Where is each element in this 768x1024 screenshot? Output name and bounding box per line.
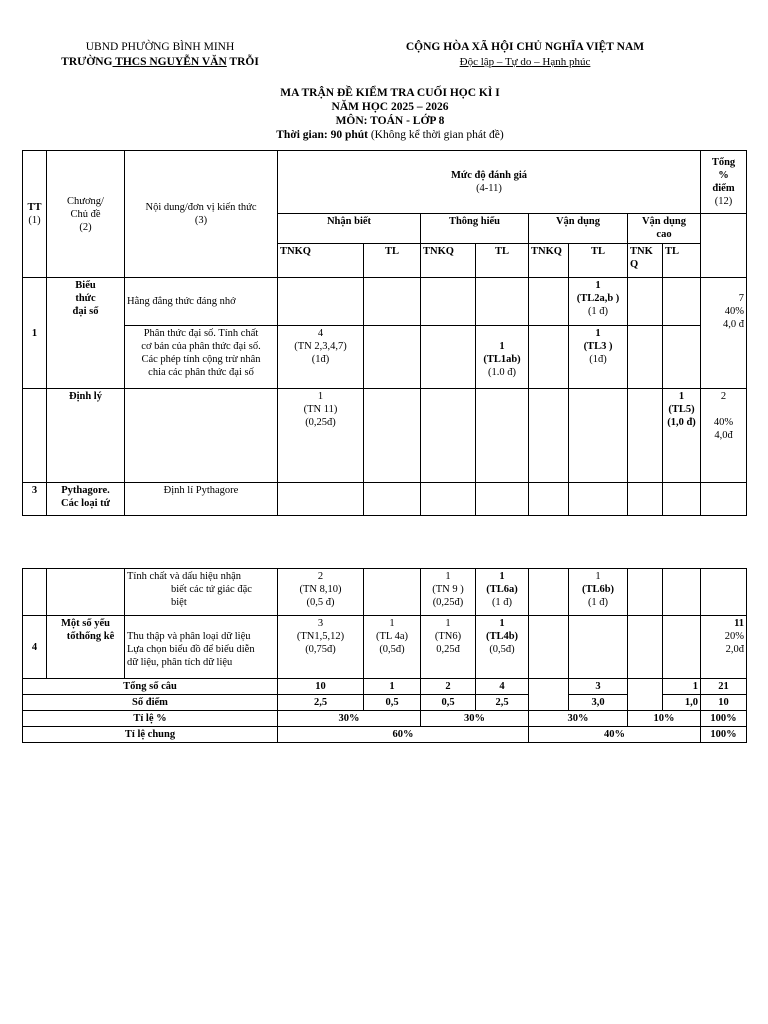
row4-content: Định lí Pythagore — [125, 483, 278, 516]
row1-content: Hằng đẳng thức đáng nhớ — [125, 278, 278, 326]
school-name-prefix: TRƯỜNG — [61, 56, 113, 68]
exam-duration-note: (Không kể thời gian phát đề) — [367, 129, 504, 141]
th-tnkq-header: TNKQ — [421, 244, 476, 278]
total-questions-th-tnkq: 2 — [421, 679, 476, 695]
total-questions-vdc-tl: 1 — [663, 679, 701, 695]
col-total-header: Tổng % điểm (12) — [701, 151, 747, 214]
school-name-underlined: THCS NGUYỄN VĂN — [112, 56, 227, 68]
cell-empty — [47, 569, 125, 616]
cell-empty — [529, 616, 569, 679]
cell-empty — [476, 389, 529, 483]
row5-th-tnkq: 1 (TN 9 ) (0,25đ) — [421, 569, 476, 616]
row6-th-tnkq: 1 (TN6) 0,25đ — [421, 616, 476, 679]
school-name — [50, 55, 270, 70]
cell-empty — [364, 278, 421, 326]
cell-empty — [476, 278, 529, 326]
col-chapter-header: Chương/ Chủ đề (2) — [47, 151, 125, 278]
overall-ratio-total: 100% — [701, 727, 747, 743]
row6-tt: 4 — [23, 616, 47, 679]
level-understanding-header: Thông hiểu — [421, 214, 529, 244]
row2-nb-tnkq: 4 (TN 2,3,4,7) (1đ) — [278, 326, 364, 389]
ratio-total: 100% — [701, 711, 747, 727]
col-content-header: Nội dung/đơn vị kiến thức (3) — [125, 151, 278, 278]
cell-empty — [421, 483, 476, 516]
cell-empty — [23, 389, 47, 483]
ratio-label: Tỉ lệ % — [23, 711, 278, 727]
total-questions-all: 21 — [701, 679, 747, 695]
row1-chapter: Biểu thức đại số — [47, 278, 125, 389]
total-points-all: 10 — [701, 695, 747, 711]
total-points-th-tl: 2,5 — [476, 695, 529, 711]
cell-empty — [278, 483, 364, 516]
row3-nb-tnkq: 1 (TN 11) (0,25đ) — [278, 389, 364, 483]
cell-empty — [663, 326, 701, 389]
total-points-nb-tl: 0,5 — [364, 695, 421, 711]
national-header — [380, 40, 670, 70]
cell-empty — [628, 679, 663, 711]
school-name-suffix: TRỖI — [226, 56, 259, 68]
col-tt-header: TT (1) — [23, 151, 47, 278]
cell-empty — [23, 569, 47, 616]
level-advanced-header: Vận dụng cao — [628, 214, 701, 244]
school-header — [50, 40, 270, 70]
row1-tt: 1 — [23, 278, 47, 389]
level-recognition-header: Nhận biết — [278, 214, 421, 244]
row5-vd-tl: 1 (TL6b) (1 đ) — [569, 569, 628, 616]
cell-empty — [364, 569, 421, 616]
cell-empty — [663, 616, 701, 679]
row3-chapter: Định lý — [47, 389, 125, 483]
row6-chapter: Một số yếu tốthống kê — [47, 616, 125, 679]
total-points-vdc-tl: 1,0 — [663, 695, 701, 711]
vdc-tl-header: TL — [663, 244, 701, 278]
row6-total: 11 20% 2,0đ — [701, 616, 747, 679]
ward-name: UBND PHƯỜNG BÌNH MINH — [85, 41, 235, 53]
ratio-application: 30% — [529, 711, 628, 727]
cell-empty — [628, 389, 663, 483]
document-title — [140, 86, 640, 142]
exam-duration: Thời gian: 90 phút — [276, 129, 368, 141]
overall-ratio-basic: 60% — [278, 727, 529, 743]
total-questions-nb-tl: 1 — [364, 679, 421, 695]
title-line4 — [140, 128, 640, 142]
cell-empty — [663, 278, 701, 326]
row5-nb-tnkq: 2 (TN 8,10) (0,5 đ) — [278, 569, 364, 616]
cell-empty — [569, 616, 628, 679]
nb-tnkq-header: TNKQ — [278, 244, 364, 278]
total-points-th-tnkq: 0,5 — [421, 695, 476, 711]
cell-empty — [125, 389, 278, 483]
cell-empty — [421, 326, 476, 389]
cell-empty — [529, 389, 569, 483]
row3-total: 2 40% 4,0đ — [701, 389, 747, 483]
cell-empty — [663, 569, 701, 616]
total-questions-vd-tl: 3 — [569, 679, 628, 695]
title-line3: MÔN: TOÁN - LỚP 8 — [335, 115, 445, 127]
cell-empty — [364, 326, 421, 389]
matrix-table-part1 — [22, 150, 747, 516]
cell-empty — [569, 483, 628, 516]
ratio-understanding: 30% — [421, 711, 529, 727]
cell-empty — [529, 679, 569, 711]
total-questions-nb-tnkq: 10 — [278, 679, 364, 695]
th-tl-header: TL — [476, 244, 529, 278]
cell-empty — [628, 278, 663, 326]
total-points-nb-tnkq: 2,5 — [278, 695, 364, 711]
total-header-blank — [701, 214, 747, 278]
row4-chapter: Pythagore. Các loại tứ — [47, 483, 125, 516]
total-questions-th-tl: 4 — [476, 679, 529, 695]
level-application-header: Vận dụng — [529, 214, 628, 244]
cell-empty — [701, 569, 747, 616]
cell-empty — [529, 278, 569, 326]
vdc-tnkq-header: TNK Q — [628, 244, 663, 278]
matrix-table-part2 — [22, 568, 747, 743]
total-points-vd-tl: 3,0 — [569, 695, 628, 711]
cell-empty — [663, 483, 701, 516]
national-title: CỘNG HÒA XÃ HỘI CHỦ NGHĨA VIỆT NAM — [405, 41, 645, 53]
nb-tl-header: TL — [364, 244, 421, 278]
row3-vdc-tl: 1 (TL5) (1,0 đ) — [663, 389, 701, 483]
cell-empty — [364, 389, 421, 483]
vd-tl-header: TL — [569, 244, 628, 278]
cell-empty — [628, 569, 663, 616]
cell-empty — [476, 483, 529, 516]
assessment-level-header: Mức độ đánh giá (4-11) — [278, 151, 701, 214]
cell-empty — [421, 389, 476, 483]
title-line2: NĂM HỌC 2025 – 2026 — [331, 101, 449, 113]
row2-content: Phân thức đại số. Tính chất cơ bản của phân thức đại số. Các phép tính cộng trừ nhân chia các phân thức đại số — [125, 326, 278, 389]
row1-total: 7 40% 4,0 đ — [701, 278, 747, 389]
national-motto: Độc lập – Tự do – Hạnh phúc — [459, 56, 591, 68]
row2-vd-tl: 1 (TL3 ) (1đ) — [569, 326, 628, 389]
cell-empty — [628, 483, 663, 516]
vd-tnkq-header: TNKQ — [529, 244, 569, 278]
cell-empty — [421, 278, 476, 326]
row6-content: Thu thập và phân loại dữ liệu Lựa chọn biểu đồ để biểu diễn dữ liệu, phân tích dữ liệu — [125, 616, 278, 679]
cell-empty — [364, 483, 421, 516]
ratio-recognition: 30% — [278, 711, 421, 727]
row5-th-tl: 1 (TL6a) (1 đ) — [476, 569, 529, 616]
cell-empty — [278, 278, 364, 326]
row2-th-tl: 1 (TL1ab) (1.0 đ) — [476, 326, 529, 389]
row6-th-tl: 1 (TL4b) (0,5đ) — [476, 616, 529, 679]
total-points-label: Số điểm — [23, 695, 278, 711]
ratio-advanced: 10% — [628, 711, 701, 727]
total-questions-label: Tổng số câu — [23, 679, 278, 695]
cell-empty — [701, 483, 747, 516]
cell-empty — [529, 569, 569, 616]
cell-empty — [569, 389, 628, 483]
cell-empty — [628, 616, 663, 679]
cell-empty — [529, 326, 569, 389]
row4-tt: 3 — [23, 483, 47, 516]
title-line1: MA TRẬN ĐỀ KIỂM TRA CUỐI HỌC KÌ I — [280, 87, 500, 99]
overall-ratio-label: Tỉ lệ chung — [23, 727, 278, 743]
cell-empty — [628, 326, 663, 389]
cell-empty — [529, 483, 569, 516]
row1-vd-tl: 1 (TL2a,b ) (1 đ) — [569, 278, 628, 326]
row6-nb-tl: 1 (TL 4a) (0,5đ) — [364, 616, 421, 679]
overall-ratio-applied: 40% — [529, 727, 701, 743]
row5-content: Tính chất và dấu hiệu nhận biết các tứ giác đặc biệt — [125, 569, 278, 616]
row6-nb-tnkq: 3 (TN1,5,12) (0,75đ) — [278, 616, 364, 679]
